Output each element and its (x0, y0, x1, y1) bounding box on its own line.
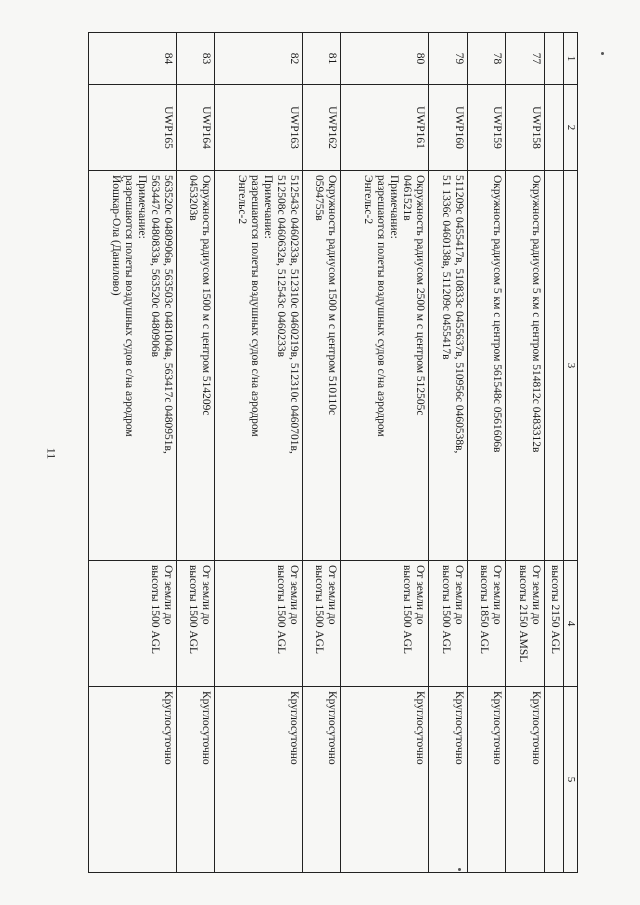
height-limit-line: От земли до (200, 565, 213, 625)
zone-boundary-line: Окружность радиусом 5 км с центром 561548с 0561606в (491, 175, 504, 453)
zone-boundary-line: Окружность радиусом 2500 м с центром 512505с (413, 175, 426, 416)
operating-time-cell: Круглосуточно (428, 687, 467, 873)
table-row (302, 33, 341, 873)
continued-row (545, 33, 564, 873)
row-number-cell: 81 (302, 33, 341, 85)
zone-boundary-line: 0594755в (313, 175, 326, 221)
height-limit-line: высоты 1850 AGL (478, 565, 491, 654)
height-limit-line: От земли до (326, 565, 339, 625)
zone-boundary-line: Окружность радиусом 1500 м с центром 510110с (326, 175, 339, 416)
page-number: 11 (44, 447, 59, 460)
row-number-cell: 77 (506, 33, 545, 85)
zone-boundary-line: 563447с 0480833в, 563520с 0480906в (148, 175, 161, 358)
zone-code-cell: UWP165 (89, 85, 177, 171)
row-number-cell: 83 (176, 33, 215, 85)
zone-boundary-cell (428, 171, 467, 561)
table-row (506, 33, 545, 873)
height-limits-cell (215, 561, 302, 687)
operating-time-cell: Круглосуточно (467, 687, 506, 873)
height-limit-line: высоты 1500 AGL (148, 565, 161, 654)
operating-time-cell: Круглосуточно (506, 687, 545, 873)
height-limit-line: От земли до (452, 565, 465, 625)
restricted-areas-table (88, 32, 578, 873)
zone-boundary-line: Энгельс-2 (361, 175, 374, 225)
header-col-5: 5 (564, 687, 578, 873)
header-row (564, 33, 578, 873)
height-limits-cell (506, 561, 545, 687)
zone-boundary-line: 563520с 0480906в, 563503с 0481004в, 563417с 0480951в, (161, 175, 174, 454)
scan-speck (601, 52, 604, 55)
row-number-cell: 80 (341, 33, 428, 85)
height-limits-cell (428, 561, 467, 687)
zone-code-cell: UWP159 (467, 85, 506, 171)
zone-boundary-line: 511209с 0455417в, 510833с 0455637в, 510956с 0460538в, (452, 175, 465, 454)
zone-code-cell: UWP158 (506, 85, 545, 171)
zone-boundary-line: разрешаются полеты воздушных судов с/на аэродром (374, 175, 387, 437)
zone-boundary-line: 51 1336с 0460138в, 511209с 0455417в (439, 175, 452, 360)
zone-code-cell: UWP160 (428, 85, 467, 171)
operating-time-cell: Круглосуточно (89, 687, 177, 873)
header-col-3: 3 (564, 171, 578, 561)
zone-boundary-cell (215, 171, 302, 561)
zone-boundary-cell (302, 171, 341, 561)
height-limit-line: От земли до (161, 565, 174, 625)
zone-boundary-line: Энгельс-2 (235, 175, 248, 225)
zone-boundary-cell (467, 171, 506, 561)
operating-time-cell: Круглосуточно (215, 687, 302, 873)
zone-boundary-line: 512508с 0460632в, 512543с 0460233в (274, 175, 287, 358)
zone-boundary-cell (341, 171, 428, 561)
height-limit-line: высоты 1500 AGL (274, 565, 287, 654)
height-limits-cell (89, 561, 177, 687)
header-col-1: 1 (564, 33, 578, 85)
header-col-4: 4 (564, 561, 578, 687)
operating-time-cell: Круглосуточно (176, 687, 215, 873)
row-number-cell: 82 (215, 33, 302, 85)
zone-boundary-line: Окружность радиусом 1500 м с центром 514209с (200, 175, 213, 416)
operating-time-cell: Круглосуточно (302, 687, 341, 873)
zone-boundary-line: 0461521в (400, 175, 413, 221)
height-limits-cell (467, 561, 506, 687)
table-row (467, 33, 506, 873)
table-row (428, 33, 467, 873)
table-row (176, 33, 215, 873)
height-limits-cell (176, 561, 215, 687)
zone-boundary-line: разрешаются полеты воздушных судов с/на аэродром (248, 175, 261, 437)
height-limits-cell (341, 561, 428, 687)
zone-boundary-line: 512543с 0460233в, 512310с 0460219в, 512310с 0460701в, (287, 175, 300, 454)
height-limits-cell (302, 561, 341, 687)
continued-height-cell: высоты 2150 AGL (545, 561, 564, 687)
table-row (89, 33, 177, 873)
rotated-table-container (88, 32, 578, 872)
height-limit-line: высоты 1500 AGL (313, 565, 326, 654)
zone-code-cell: UWP164 (176, 85, 215, 171)
height-limit-line: От земли до (413, 565, 426, 625)
zone-boundary-cell (176, 171, 215, 561)
header-col-2: 2 (564, 85, 578, 171)
height-limit-line: высоты 1500 AGL (439, 565, 452, 654)
zone-boundary-cell (89, 171, 177, 561)
height-limit-line: высоты 1500 AGL (400, 565, 413, 654)
zone-boundary-cell (506, 171, 545, 561)
height-limit-line: высоты 2150 AMSL (517, 565, 529, 663)
row-number-cell: 84 (89, 33, 177, 85)
height-limit-line: От земли до (530, 565, 542, 625)
zone-boundary-line: 0453203в (187, 175, 200, 221)
height-limit-line: От земли до (491, 565, 504, 625)
height-limit-line: От земли до (287, 565, 300, 625)
zone-boundary-line: Окружность радиусом 5 км с центром 514812с 0483312в (530, 175, 542, 453)
zone-code-cell: UWP161 (341, 85, 428, 171)
zone-boundary-line: Примечание: (261, 175, 274, 239)
zone-boundary-line: Примечание: (387, 175, 400, 239)
zone-code-cell: UWP163 (215, 85, 302, 171)
zone-boundary-line: разрешаются полеты воздушных судов с/на аэродром (122, 175, 135, 437)
table-row (215, 33, 302, 873)
zone-boundary-line: Примечание: (135, 175, 148, 239)
zone-boundary-line: Йошкар-Ола (Данилово) (109, 175, 122, 296)
row-number-cell: 78 (467, 33, 506, 85)
zone-code-cell: UWP162 (302, 85, 341, 171)
table-row (341, 33, 428, 873)
row-number-cell: 79 (428, 33, 467, 85)
operating-time-cell: Круглосуточно (341, 687, 428, 873)
height-limit-line: высоты 1500 AGL (187, 565, 200, 654)
